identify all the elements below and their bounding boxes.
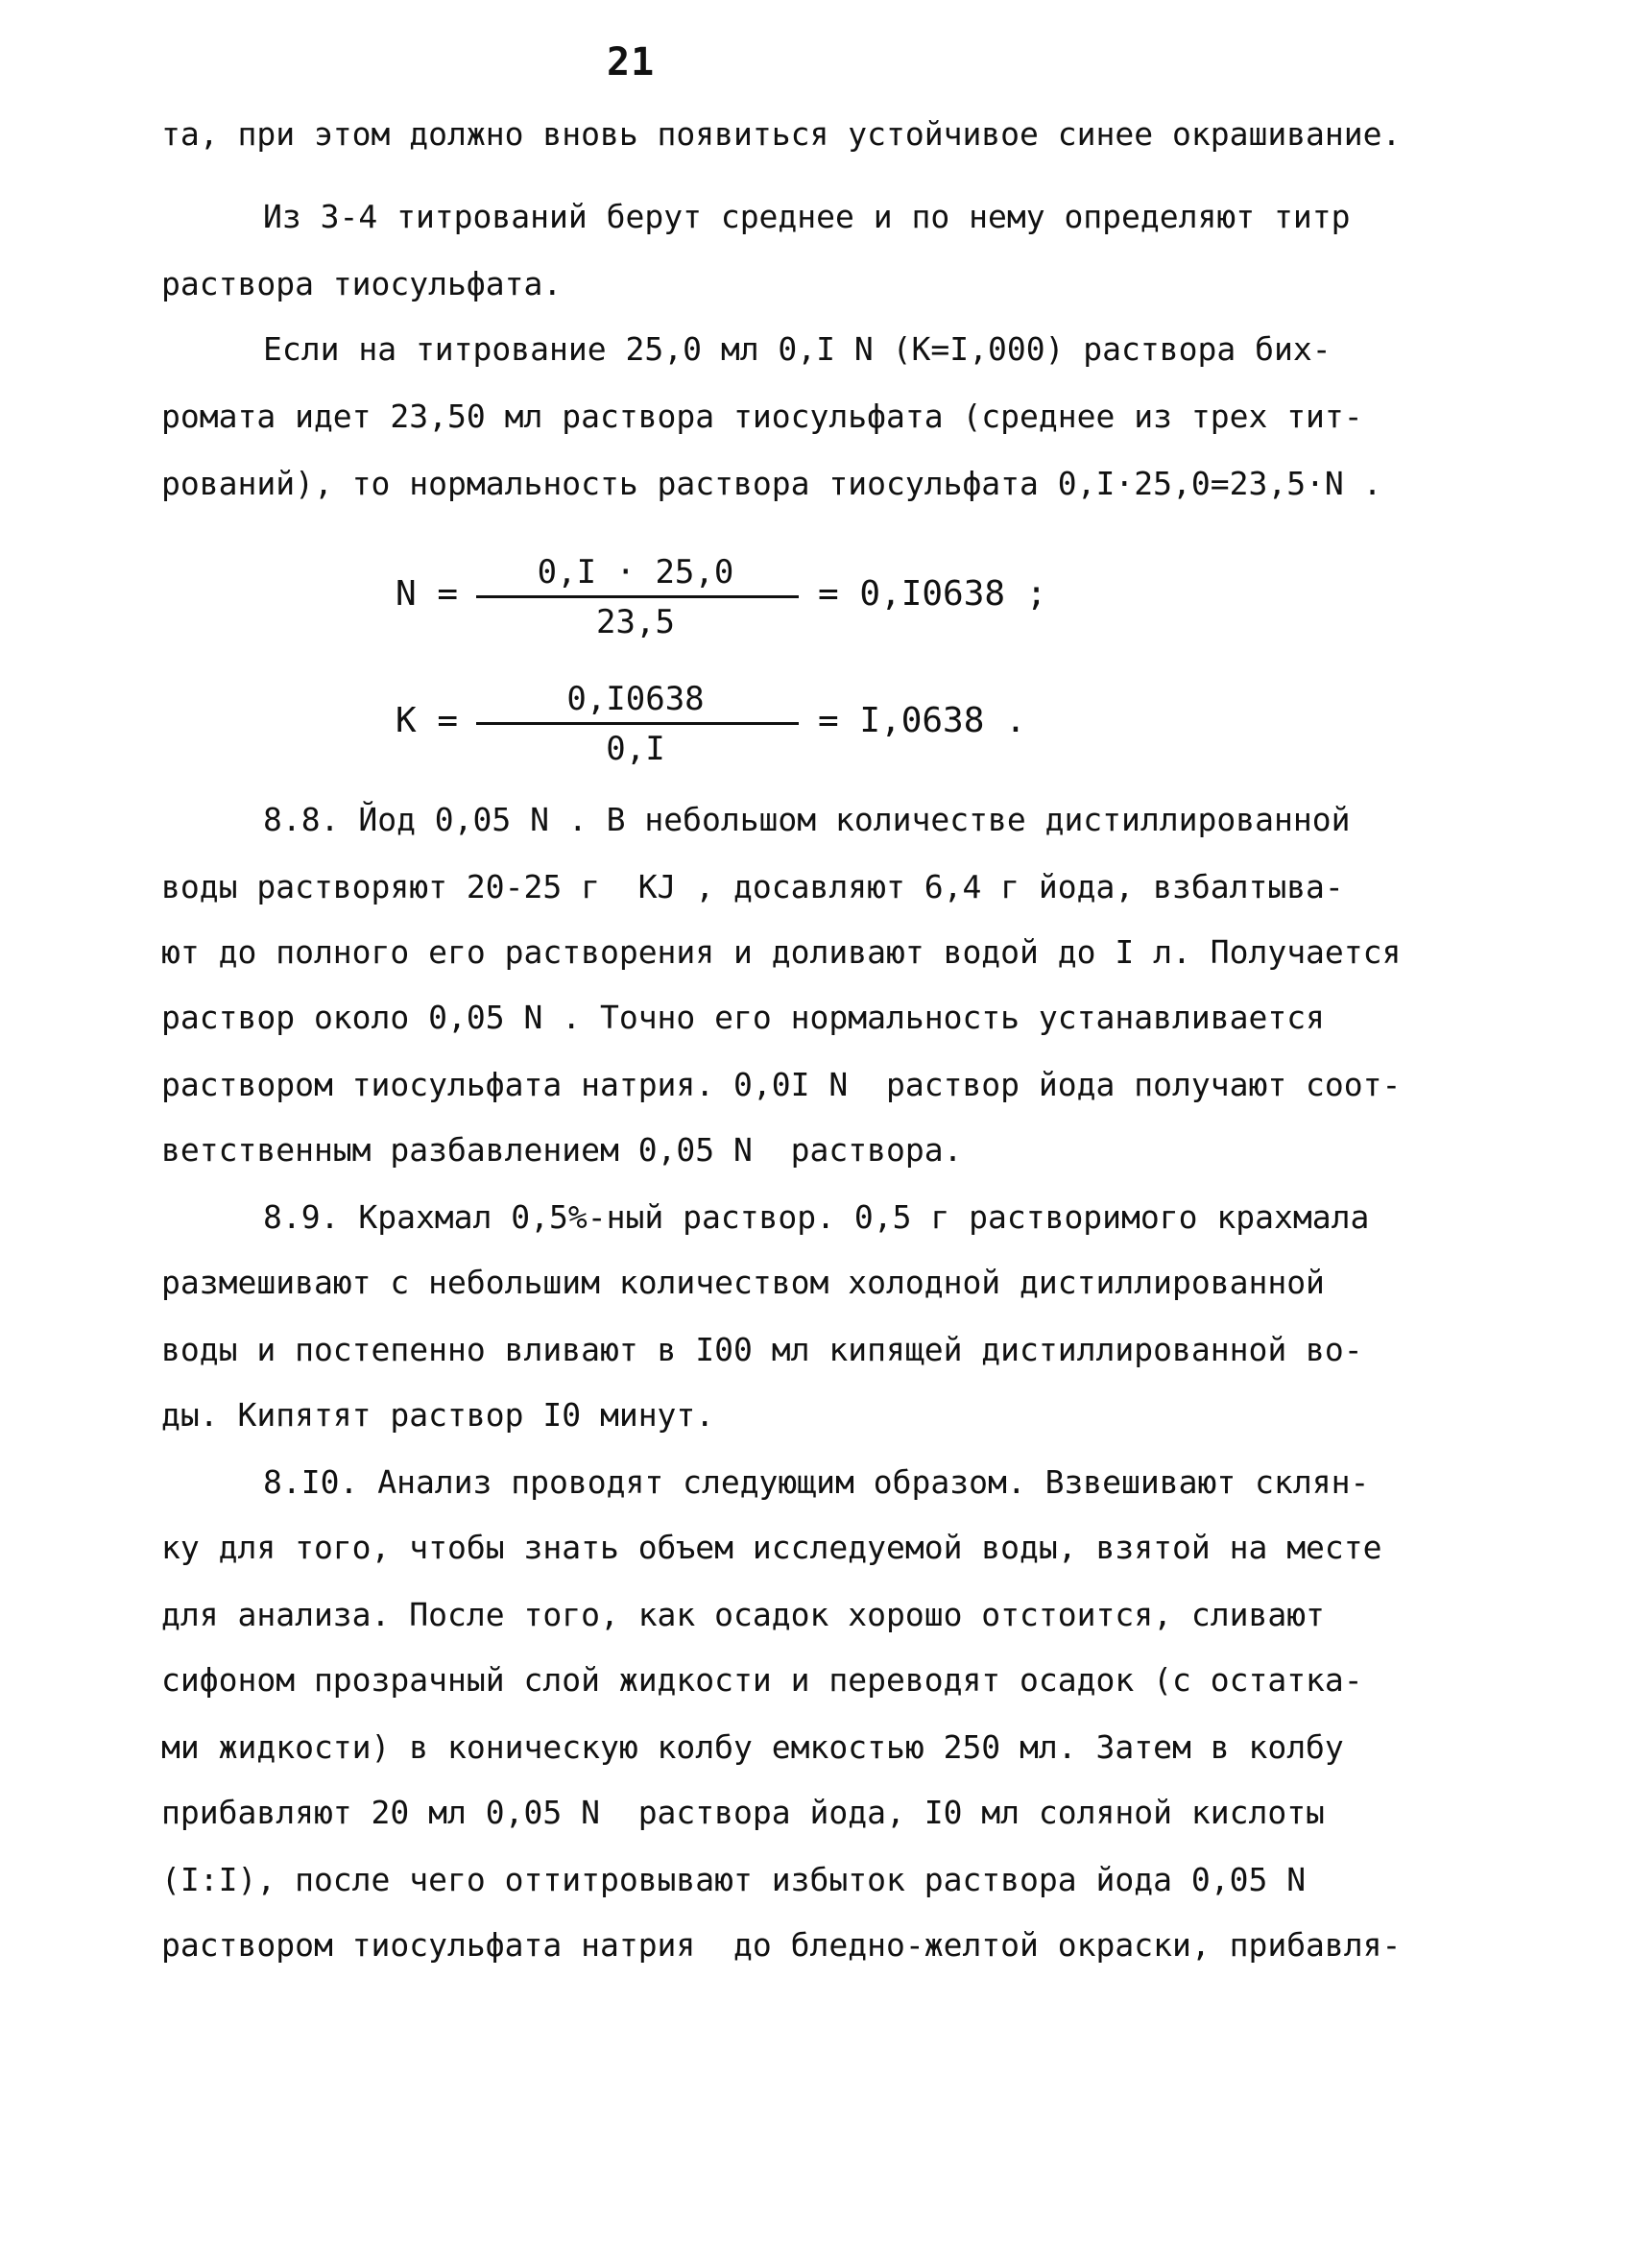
text-line: для анализа. После того, как осадок хорошо отстоится, сливают [161, 1596, 1325, 1633]
text-line: сифоном прозрачный слой жидкости и переводят осадок (с остатка- [161, 1661, 1363, 1699]
text-line: рований), то нормальность раствора тиосульфата 0,I·25,0=23,5·N . [161, 465, 1382, 502]
text-line: 8.9. Крахмал 0,5%-ный раствор. 0,5 г растворимого крахмала [263, 1198, 1370, 1236]
text-line: ветственным разбавлением 0,05 N раствора. [161, 1131, 963, 1169]
text-line: ды. Кипятят раствор I0 минут. [161, 1396, 715, 1434]
text-line: прибавляют 20 мл 0,05 N раствора йода, I0 мл соляной кислоты [161, 1794, 1325, 1831]
formula-denominator: 0,I [606, 730, 665, 768]
text-line: раствора тиосульфата. [161, 265, 563, 302]
text-line: размешивают с небольшим количеством холодной дистиллированной [161, 1264, 1325, 1301]
text-line: та, при этом должно вновь появиться устойчивое синее окрашивание. [161, 115, 1402, 153]
text-line: ют до полного его растворения и доливают водой до I л. Получается [161, 933, 1402, 971]
text-line: ку для того, чтобы знать объем исследуемой воды, взятой на месте [161, 1529, 1382, 1566]
text-line: Если на титрование 25,0 мл 0,I N (K=I,000) раствора бих- [263, 330, 1332, 368]
formula-coefficient [396, 680, 1068, 789]
formula-numerator: 0,I · 25,0 [537, 553, 734, 591]
fraction-bar [476, 722, 799, 725]
formula-normality [396, 553, 1068, 663]
text-line: (I:I), после чего оттитровывают избыток раствора йода 0,05 N [161, 1861, 1307, 1898]
text-line: раствором тиосульфата натрия до бледно-желтой окраски, прибавля- [161, 1926, 1402, 1964]
formula-rhs: = I,0638 . [818, 701, 1026, 740]
formula-lhs: N = [396, 574, 459, 614]
text-line: 8.I0. Анализ проводят следующим образом. Взвешивают склян- [263, 1463, 1370, 1501]
fraction-bar [476, 595, 799, 598]
text-line: воды растворяют 20-25 г KJ , досавляют 6,4 г йода, взбалтыва- [161, 868, 1344, 905]
text-line: 8.8. Йод 0,05 N . В небольшом количестве дистиллированной [263, 801, 1351, 838]
formula-denominator: 23,5 [596, 603, 675, 641]
text-line: Из 3-4 титрований берут среднее и по нему определяют титр [263, 198, 1351, 235]
text-line: воды и постепенно вливают в I00 мл кипящей дистиллированной во- [161, 1331, 1363, 1368]
text-line: раствором тиосульфата натрия. 0,0I N раствор йода получают соот- [161, 1066, 1402, 1103]
formula-rhs: = 0,I0638 ; [818, 574, 1047, 614]
text-line: раствор около 0,05 N . Точно его нормальность устанавливается [161, 999, 1325, 1036]
formula-numerator: 0,I0638 [566, 680, 705, 718]
text-line: ромата идет 23,50 мл раствора тиосульфата (среднее из трех тит- [161, 398, 1363, 435]
text-line: ми жидкости) в коническую колбу емкостью 250 мл. Затем в колбу [161, 1728, 1344, 1766]
formula-lhs: K = [396, 701, 459, 740]
page-number: 21 [607, 40, 656, 84]
